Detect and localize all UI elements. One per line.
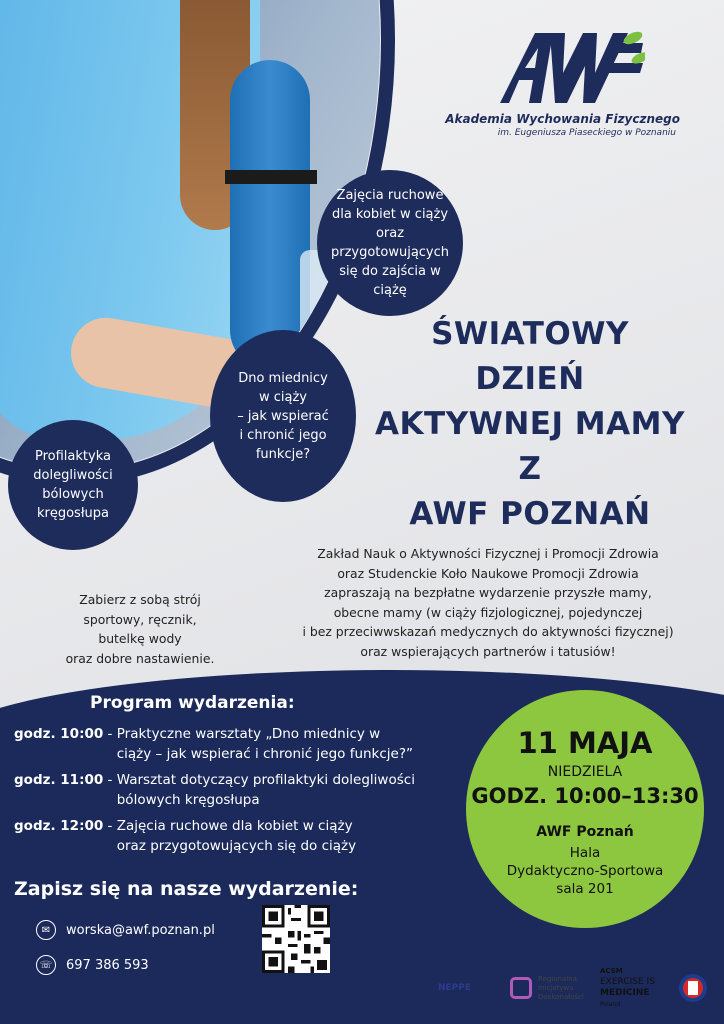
exercise-is-medicine-logo: ACSM EXERCISE IS MEDICINE Poland bbox=[600, 967, 655, 1008]
contact-phone[interactable]: ☏ 697 386 593 bbox=[36, 955, 149, 975]
institution-name: Akademia Wychowania Fizycznego bbox=[445, 112, 680, 126]
qr-code[interactable] bbox=[262, 905, 330, 973]
envelope-icon: ✉ bbox=[36, 920, 56, 940]
event-hall: Hala Dydaktyczno-Sportowa sala 201 bbox=[506, 845, 664, 897]
bubble-movement-classes: Zajęcia ruchowe dla kobiet w ciąży oraz przygotowujących się do zajścia w ciążę bbox=[317, 170, 463, 316]
institution-subtitle: im. Eugeniusza Piaseckiego w Poznaniu bbox=[497, 128, 676, 138]
program-heading: Program wydarzenia: bbox=[90, 693, 295, 713]
program-item: godz. 12:00 - Zajęcia ruchowe dla kobiet w ciąży oraz przygotowujących się do ciąży bbox=[14, 818, 357, 854]
event-place: AWF Poznań bbox=[536, 824, 634, 840]
neppe-logo: NEPPE bbox=[438, 983, 472, 993]
awf-logo bbox=[495, 28, 645, 108]
bubble-pelvic-floor: Dno miednicy w ciąży – jak wspierać i chronić jego funkcje? bbox=[210, 330, 356, 502]
event-day: NIEDZIELA bbox=[547, 764, 623, 780]
program-item: godz. 10:00 - Praktyczne warsztaty „Dno miednicy w ciąży – jak wspierać i chronić jego funkcje?” bbox=[14, 726, 414, 762]
phone-icon: ☏ bbox=[36, 955, 56, 975]
partner-logos bbox=[438, 966, 718, 1014]
program-item: godz. 11:00 - Warsztat dotyczący profilaktyki dolegliwości bólowych kręgosłupa bbox=[14, 772, 415, 808]
event-title: ŚWIATOWY DZIEŃ AKTYWNEJ MAMY Z AWF POZNAŃ bbox=[375, 316, 685, 532]
bring-items-note: Zabierz z sobą strój sportowy, ręcznik, butelkę wody oraz dobre nastawienie. bbox=[65, 592, 215, 666]
signup-heading: Zapisz się na nasze wydarzenie: bbox=[14, 878, 359, 900]
contact-email[interactable]: ✉ worska@awf.poznan.pl bbox=[36, 920, 215, 940]
crest-icon bbox=[678, 966, 708, 1010]
bubble-spine-prevention: Profilaktyka dolegliwości bólowych kręgosłupa bbox=[8, 420, 138, 550]
program-list bbox=[14, 724, 474, 862]
rid-logo: Regionalna Inicjatywa Doskonałości bbox=[510, 966, 604, 1010]
event-description: Zakład Nauk o Aktywności Fizycznej i Promocji Zdrowia oraz Studenckie Koło Naukowe Promocji Zdrowia zapraszają na bezpłatne wydarzenie przyszłe mamy, obecne mamy (w ciąży fizjologicznej, pojedynczej i bez przeciwwskazań medycznych do aktywności fizycznej) oraz wspierających partnerów i tatusiów! bbox=[302, 546, 674, 659]
event-hours: GODZ. 10:00–13:30 bbox=[471, 784, 699, 808]
event-details-badge bbox=[466, 690, 704, 928]
event-date: 11 MAJA bbox=[517, 726, 653, 760]
